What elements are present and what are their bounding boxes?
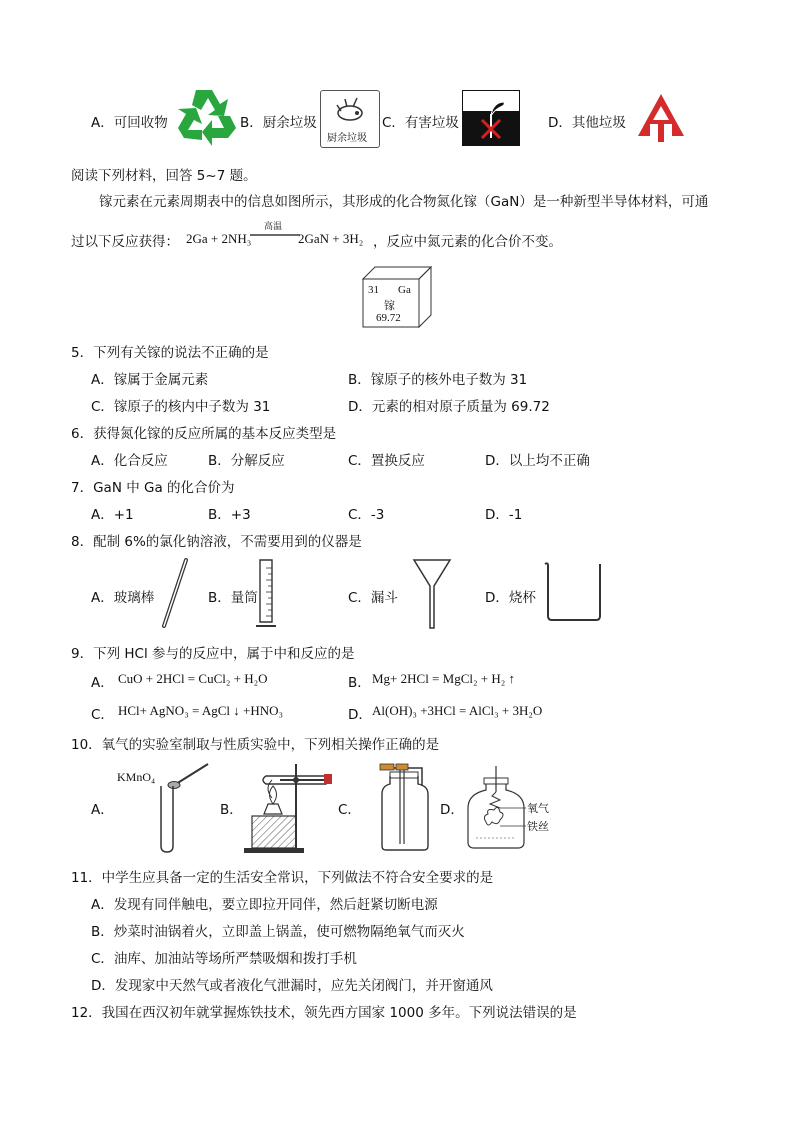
q9-option-a-equation: CuO + 2HCl = CuCl₂ + H₂O (118, 671, 268, 686)
q11-option-d: D．发现家中天然气或者液化气泄漏时，应先关闭阀门，并开窗通风 (91, 978, 493, 994)
q5-stem: 5．下列有关镓的说法不正确的是 (71, 345, 269, 361)
q7-option-b: B．+3 (208, 507, 251, 523)
q11-stem: 11．中学生应具备一定的生活安全常识，下列做法不符合安全要求的是 (71, 870, 494, 886)
q8-option-a: A．玻璃棒 (91, 590, 155, 606)
element-symbol: Ga (398, 284, 411, 296)
q11-option-b: B．炒菜时油锅着火，立即盖上锅盖，使可燃物隔绝氧气而灭火 (91, 924, 465, 940)
material-paragraph-line1: 镓元素在元素周期表中的信息如图所示，其形成的化合物氮化镓（GaN）是一种新型半导体材料，可通 (99, 194, 709, 210)
q8-stem: 8．配制 6%的氯化钠溶液，不需要用到的仪器是 (71, 534, 362, 550)
q8-option-b: B．量筒 (208, 590, 258, 606)
kitchen-waste-icon: 厨余垃圾 (320, 90, 380, 148)
q5-option-c: C．镓原子的核内中子数为 31 (91, 399, 271, 415)
label-leader-lines (500, 802, 528, 832)
graduated-cylinder-icon (256, 558, 278, 630)
beaker-icon (544, 560, 602, 622)
q5-option-b: B．镓原子的核外电子数为 31 (348, 372, 528, 388)
test-tube-with-spoon-icon (158, 760, 212, 854)
q9-option-a-label: A． (91, 675, 114, 691)
q10-option-b: B． (220, 802, 243, 818)
q6-option-b: B．分解反应 (208, 453, 285, 469)
q9-option-c-equation: HCl+ AgNO₃ = AgCl ↓ +HNO₃ (118, 703, 284, 718)
hazardous-waste-icon (462, 90, 520, 146)
q4-option-c: C．有害垃圾 (382, 115, 459, 131)
equation-left: 2Ga + 2NH₃ (186, 231, 252, 246)
q9-stem: 9．下列 HCl 参与的反应中，属于中和反应的是 (71, 646, 355, 662)
q5-option-d: D．元素的相对原子质量为 69.72 (348, 399, 550, 415)
reaction-arrow (250, 233, 300, 237)
q10-option-d: D． (440, 802, 464, 818)
q7-option-a: A．+1 (91, 507, 134, 523)
q10-option-a: A． (91, 802, 114, 818)
funnel-icon (412, 556, 452, 630)
oxygen-label: 氧气 (527, 802, 549, 815)
q6-option-a: A．化合反应 (91, 453, 168, 469)
q7-stem: 7．GaN 中 Ga 的化合价为 (71, 480, 235, 496)
q6-stem: 6．获得氮化镓的反应所属的基本反应类型是 (71, 426, 337, 442)
q7-option-d: D．-1 (485, 507, 523, 523)
q7-option-c: C．-3 (348, 507, 385, 523)
q9-option-b-equation: Mg+ 2HCl = MgCl₂ + H₂ ↑ (372, 671, 516, 686)
q4-option-a: A．可回收物 (91, 115, 168, 131)
q10-reagent-label: KMnO₄ (117, 770, 156, 784)
material-paragraph-line2-end: ，反应中氮元素的化合价不变。 (373, 234, 562, 250)
q9-option-d-equation: Al(OH)₃ +3HCl = AlCl₃ + 3H₂O (372, 703, 543, 718)
glass-rod-icon (160, 558, 190, 628)
iron-wire-label: 铁丝 (527, 820, 549, 833)
equation-right: 2GaN + 3H₂ (298, 231, 364, 246)
q6-option-c: C．置换反应 (348, 453, 425, 469)
q11-option-c: C．油库、加油站等场所严禁吸烟和拨打手机 (91, 951, 357, 967)
q8-option-d: D．烧杯 (485, 590, 536, 606)
q6-option-d: D．以上均不正确 (485, 453, 590, 469)
atomic-number: 31 (368, 284, 379, 296)
recycle-icon (174, 86, 238, 148)
q10-stem: 10．氧气的实验室制取与性质实验中，下列相关操作正确的是 (71, 737, 440, 753)
q8-option-c: C．漏斗 (348, 590, 398, 606)
atomic-mass: 69.72 (376, 312, 401, 324)
q4-option-d: D．其他垃圾 (548, 115, 626, 131)
q9-option-b-label: B． (348, 675, 371, 691)
element-name: 镓 (384, 299, 395, 312)
q10-option-c: C． (338, 802, 361, 818)
equation-condition: 高温 (264, 222, 283, 232)
q11-option-a: A．发现有同伴触电，要立即拉开同伴，然后赶紧切断电源 (91, 897, 438, 913)
material-intro: 阅读下列材料，回答 5~7 题。 (71, 168, 257, 184)
material-paragraph-line2-start: 过以下反应获得： (71, 234, 179, 250)
heating-apparatus-icon (238, 760, 348, 854)
q9-option-c-label: C． (91, 707, 114, 723)
q5-option-a: A．镓属于金属元素 (91, 372, 209, 388)
q9-option-d-label: D． (348, 707, 372, 723)
q4-option-b: B．厨余垃圾 (240, 115, 317, 131)
other-waste-icon (636, 92, 686, 144)
q12-stem: 12．我国在西汉初年就掌握炼铁技术，领先西方国家 1000 多年。下列说法错误的是 (71, 1005, 577, 1021)
gas-collection-bottle-icon (360, 760, 436, 852)
